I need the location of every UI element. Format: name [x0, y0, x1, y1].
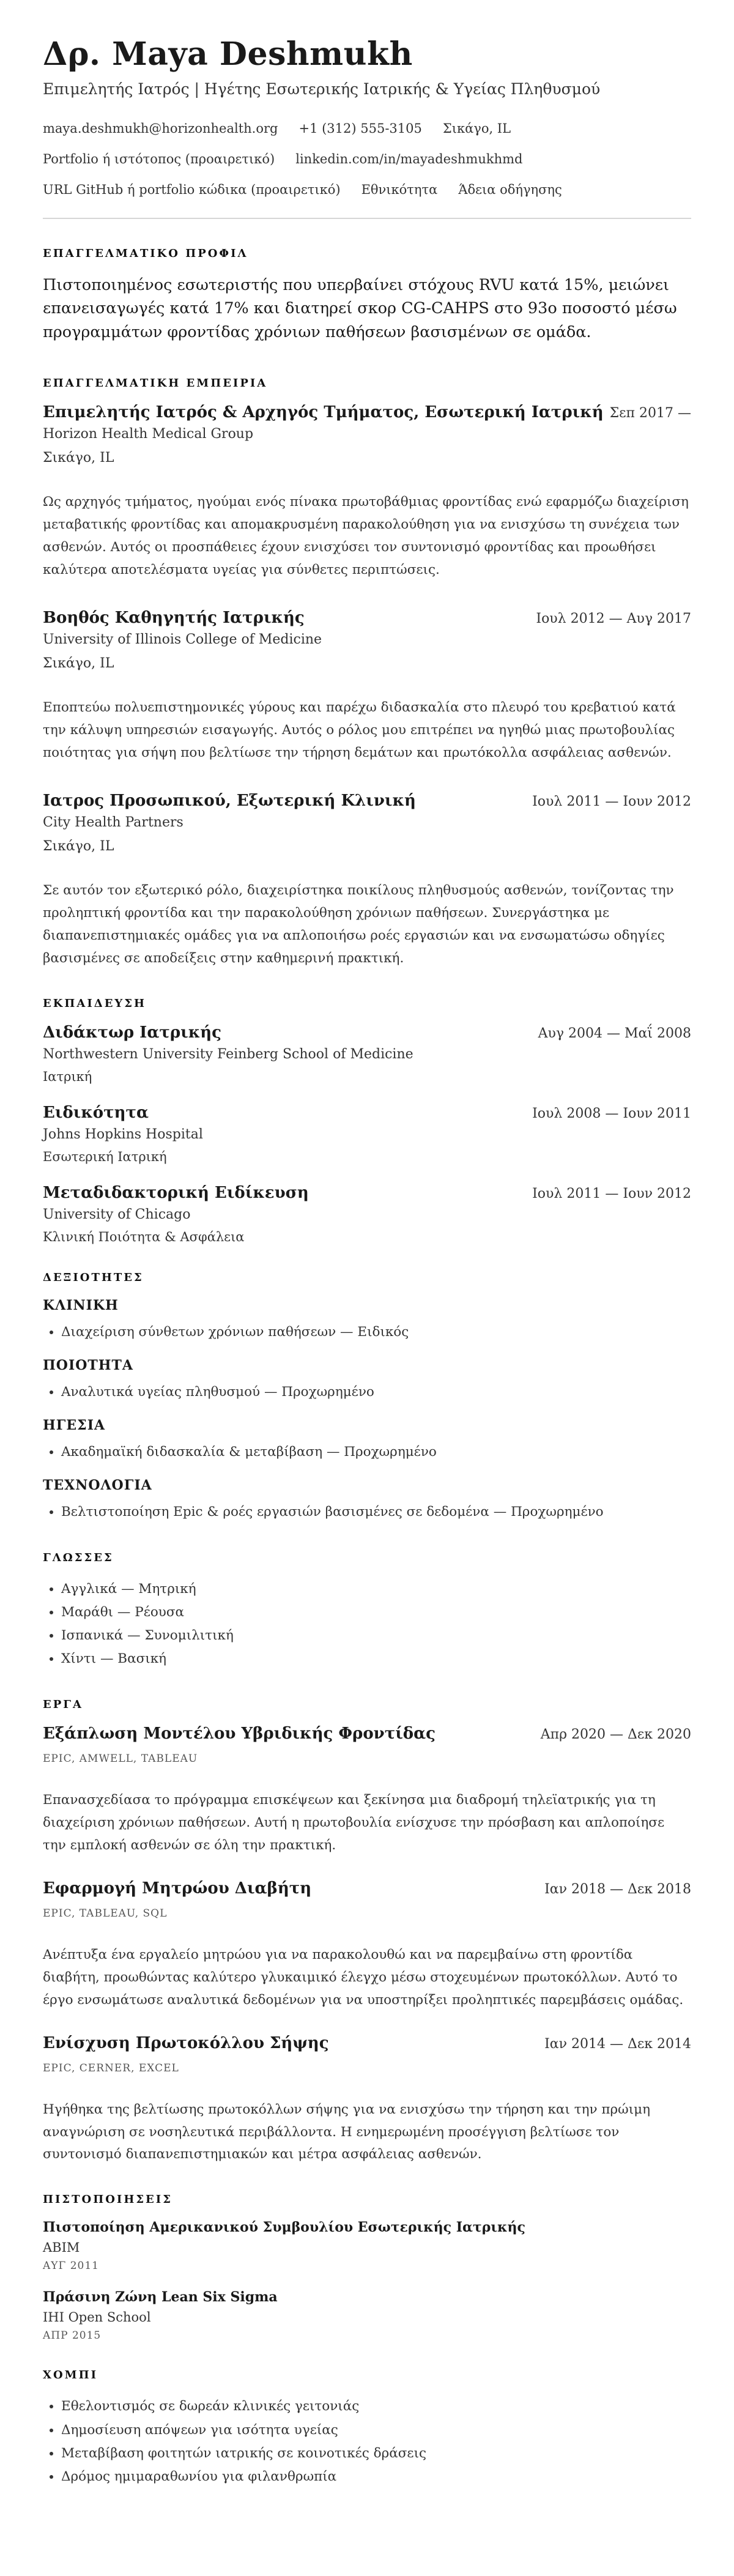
resume-header: [43, 37, 691, 197]
skill-category: ΤΕΧΝΟΛΟΓΙΑ: [43, 1477, 152, 1494]
experience-date: Σεπ 2017 —: [609, 405, 691, 421]
education-field: Ιατρική: [43, 1069, 92, 1084]
experience-location: Σικάγο, IL: [43, 838, 114, 854]
certification-entry: [43, 2289, 691, 2342]
profile-summary: Πιστοποιημένος εσωτεριστής που υπερβαίνει στόχους RVU κατά 15%, μειώνει επανεισαγωγές κατά 17% και διατηρεί σκορ CG-CAHPS στο 93ο ποσοστό μέσω προγραμμάτων φροντίδας χρόνιων παθήσεων βασισμένων σε ομάδα.: [43, 276, 677, 341]
project-description: Ηγήθηκα της βελτίωσης πρωτοκόλλων σήψης για να ενισχύσω την τήρηση και την πρώιμη αναγνώριση σε νοσηλευτικά περιβάλλοντα. Η ενημερωμένη προσέγγιση βελτίωσε τον συντονισμό διαπανεπιστημιακών και μέτρα ασφάλειας ασθενών.: [43, 2101, 650, 2162]
hobby-list: [43, 2395, 691, 2489]
project-description: Ανέπτυξα ένα εργαλείο μητρώου για να παρακολουθώ και να παρεμβαίνω στη φροντίδα διαβήτη, προωθώντας καλύτερο γλυκαιμικό έλεγχο μέσω στοχευμένων πρωτοκόλλων. Αυτό το έργο ενσωμάτωσε αναλυτικά δεδομένων για να υποστηρίξει προληπτικές παρεμβάσεις ομάδας.: [43, 1947, 684, 2008]
hobbies-title: ΧΟΜΠΙ: [43, 2369, 98, 2382]
experience-role: Επιμελητής Ιατρός & Αρχηγός Τμήματος, Εσωτερική Ιατρική: [43, 403, 604, 421]
project-tags: EPIC, AMWELL, TABLEAU: [43, 1752, 198, 1765]
project-tags: EPIC, CERNER, EXCEL: [43, 2062, 179, 2074]
certification-name: Πράσινη Ζώνη Lean Six Sigma: [43, 2289, 278, 2306]
certifications-section: [43, 2193, 691, 2342]
project-name: Εξάπλωση Μοντέλου Υβριδικής Φροντίδας: [43, 1724, 436, 1743]
language-item: • Ισπανικά — Συνομιλιτική: [61, 1624, 691, 1647]
contact-row-2: [43, 152, 691, 166]
certification-entry: [43, 2219, 691, 2272]
experience-entry: [43, 609, 691, 765]
hobby-item: • Μεταβίβαση φοιτητών ιατρικής σε κοινοτικές δράσεις: [61, 2442, 691, 2465]
education-field: Κλινική Ποιότητα & Ασφάλεια: [43, 1229, 245, 1244]
skill-list: [43, 1441, 691, 1464]
education-entry: [43, 1023, 691, 1084]
hobby-item: • Εθελοντισμός σε δωρεάν κλινικές γειτονιάς: [61, 2395, 691, 2418]
education-degree: Διδάκτωρ Ιατρικής: [43, 1023, 221, 1042]
contact-github[interactable]: URL GitHub ή portfolio κώδικα (προαιρετικό): [43, 182, 341, 198]
education-title: ΕΚΠΑΙΔΕΥΣΗ: [43, 997, 147, 1010]
project-description: Επανασχεδίασα το πρόγραμμα επισκέψεων και ξεκίνησα μια διαδρομή τηλεϊατρικής για τη διαχείριση χρόνιων παθήσεων. Αυτή η πρωτοβουλία ενίσχυσε την πρόσβαση και απλοποίησε την εμπλοκή ασθενών σε όλη την πρακτική.: [43, 1792, 665, 1853]
experience-role: Ιατρος Προσωπικού, Εξωτερική Κλινική: [43, 791, 416, 810]
project-date: Απρ 2020 — Δεκ 2020: [540, 1726, 691, 1742]
experience-entry: [43, 792, 691, 970]
hobby-item: • Δρόμος ημιμαραθωνίου για φιλανθρωπία: [61, 2465, 691, 2489]
skill-item: • Αναλυτικά υγείας πληθυσμού — Προχωρημένο: [61, 1381, 691, 1404]
skill-list: [43, 1381, 691, 1404]
experience-date: Ιουλ 2011 — Ιουν 2012: [532, 793, 691, 809]
experience-date: Ιουλ 2012 — Αυγ 2017: [536, 611, 691, 626]
contact-email[interactable]: maya.deshmukh@horizonhealth.org: [43, 121, 278, 136]
project-entry: [43, 2034, 691, 2167]
education-field: Εσωτερική Ιατρική: [43, 1149, 167, 1164]
contact-phone[interactable]: +1 (312) 555-3105: [298, 121, 422, 136]
skill-category: ΚΛΙΝΙΚΗ: [43, 1297, 119, 1313]
skill-item: • Ακαδημαϊκή διδασκαλία & μεταβίβαση — Προχωρημένο: [61, 1441, 691, 1464]
education-school: Johns Hopkins Hospital: [43, 1126, 203, 1142]
project-name: Ενίσχυση Πρωτοκόλλου Σήψης: [43, 2033, 329, 2052]
language-item: • Αγγλικά — Μητρική: [61, 1578, 691, 1601]
education-school: University of Chicago: [43, 1206, 191, 1222]
experience-title: ΕΠΑΓΓΕΛΜΑΤΙΚΗ ΕΜΠΕΙΡΙΑ: [43, 376, 268, 390]
skills-section: [43, 1271, 691, 1524]
experience-description: Σε αυτόν τον εξωτερικό ρόλο, διαχειρίστηκα ποικίλους πληθυσμούς ασθενών, τονίζοντας την προληπτική φροντίδα και την παρακολούθηση χρόνιων παθήσεων. Συνεργάστηκα με διαπανεπιστημιακές ομάδες για να απλοποιήσω ροές εργασιών και να ενσωματώσω οδηγίες βασισμένες σε αποδείξεις στην καθημερινή πρακτική.: [43, 882, 674, 966]
contact-nationality: Εθνικότητα: [361, 182, 438, 198]
project-date: Ιαν 2018 — Δεκ 2018: [544, 1881, 691, 1897]
certification-date: ΑΥΓ 2011: [43, 2260, 99, 2273]
skill-category: ΗΓΕΣΙΑ: [43, 1417, 106, 1434]
hobby-item: • Δημοσίευση απόψεων για ισότητα υγείας: [61, 2419, 691, 2442]
experience-org: University of Illinois College of Medicine: [43, 631, 322, 647]
project-date: Ιαν 2014 — Δεκ 2014: [544, 2036, 691, 2052]
experience-description: Εποπτεύω πολυεπιστημονικές γύρους και παρέχω διδασκαλία στο πλευρό του κρεβατιού κατά την κάλυψη υπηρεσιών εισαγωγής. Αυτός ο ρόλος μου επιτρέπει να ηγηθώ μιας πρωτοβουλίας ποιότητας για σήψη που βελτίωσε την τήρηση δεμάτων και πρωτόκολλα ασφάλειας ασθενών.: [43, 699, 676, 760]
education-school: Northwestern University Feinberg School of Medicine: [43, 1046, 413, 1062]
education-entry: [43, 1104, 691, 1164]
certifications-title: ΠΙΣΤΟΠΟΙΗΣΕΙΣ: [43, 2193, 172, 2207]
skill-item: • Βελτιστοποίηση Epic & ροές εργασιών βασισμένες σε δεδομένα — Προχωρημένο: [61, 1501, 691, 1524]
language-item: • Μαράθι — Ρέουσα: [61, 1601, 691, 1624]
contact-row-3: [43, 182, 691, 197]
contact-portfolio[interactable]: Portfolio ή ιστότοπος (προαιρετικό): [43, 152, 275, 167]
languages-title: ΓΛΩΣΣΕΣ: [43, 1551, 114, 1564]
education-section: [43, 997, 691, 1244]
languages-section: [43, 1551, 691, 1671]
skill-list: [43, 1501, 691, 1524]
projects-title: ΕΡΓΑ: [43, 1698, 83, 1711]
contact-location: Σικάγο, IL: [442, 121, 511, 136]
education-date: Αυγ 2004 — Μαΐ 2008: [538, 1025, 691, 1041]
experience-location: Σικάγο, IL: [43, 655, 114, 671]
contact-linkedin[interactable]: linkedin.com/in/mayadeshmukhmd: [295, 152, 523, 167]
skill-item: • Διαχείριση σύνθετων χρόνιων παθήσεων — Ειδικός: [61, 1321, 691, 1344]
education-degree: Ειδικότητα: [43, 1103, 149, 1122]
profile-title: ΕΠΑΓΓΕΛΜΑΤΙΚΟ ΠΡΟΦΙΛ: [43, 247, 248, 261]
project-name: Εφαρμογή Μητρώου Διαβήτη: [43, 1879, 312, 1898]
skills-title: ΔΕΞΙΟΤΗΤΕΣ: [43, 1271, 144, 1284]
certification-name: Πιστοποίηση Αμερικανικού Συμβουλίου Εσωτερικής Ιατρικής: [43, 2219, 525, 2236]
profile-section: [43, 247, 691, 344]
experience-entry: [43, 403, 691, 582]
certification-issuer: ABIM: [43, 2240, 80, 2255]
projects-section: [43, 1698, 691, 2167]
project-tags: EPIC, TABLEAU, SQL: [43, 1907, 168, 1920]
project-entry: [43, 1724, 691, 1857]
header-divider: [43, 218, 691, 219]
certification-issuer: IHI Open School: [43, 2310, 151, 2325]
experience-org: Horizon Health Medical Group: [43, 426, 254, 442]
skill-category: ΠΟΙΟΤΗΤΑ: [43, 1357, 133, 1373]
experience-role: Βοηθός Καθηγητής Ιατρικής: [43, 608, 305, 627]
education-date: Ιουλ 2008 — Ιουν 2011: [532, 1105, 691, 1121]
experience-description: Ως αρχηγός τμήματος, ηγούμαι ενός πίνακα πρωτοβάθμιας φροντίδας ενώ εφαρμόζω διαχείριση μεταβατικής φροντίδας και απομακρυσμένη παρακολούθηση για να ενισχύσω τη συνέχεια των ασθενών. Αυτός οι προσπάθειες έχουν ενισχύσει τον συντονισμό φροντίδας και προωθήσει καλύτερα αποτελέσματα υγείας για σύνθετες περιπτώσεις.: [43, 494, 689, 577]
experience-section: [43, 377, 691, 970]
experience-org: City Health Partners: [43, 814, 184, 830]
candidate-name: Δρ. Maya Deshmukh: [43, 35, 413, 73]
contact-license: Άδεια οδήγησης: [458, 182, 562, 198]
hobbies-section: [43, 2369, 691, 2489]
candidate-subtitle: Επιμελητής Ιατρός | Ηγέτης Εσωτερικής Ιατρικής & Υγείας Πληθυσμού: [43, 80, 601, 98]
education-date: Ιουλ 2011 — Ιουν 2012: [532, 1186, 691, 1201]
language-list: [43, 1578, 691, 1671]
contact-row-1: [43, 121, 691, 136]
language-item: • Χίντι — Βασική: [61, 1647, 691, 1671]
education-entry: [43, 1184, 691, 1244]
certification-date: ΑΠΡ 2015: [43, 2329, 102, 2342]
experience-location: Σικάγο, IL: [43, 450, 114, 466]
project-entry: [43, 1879, 691, 2012]
education-degree: Μεταδιδακτορική Ειδίκευση: [43, 1183, 309, 1202]
skill-list: [43, 1321, 691, 1344]
